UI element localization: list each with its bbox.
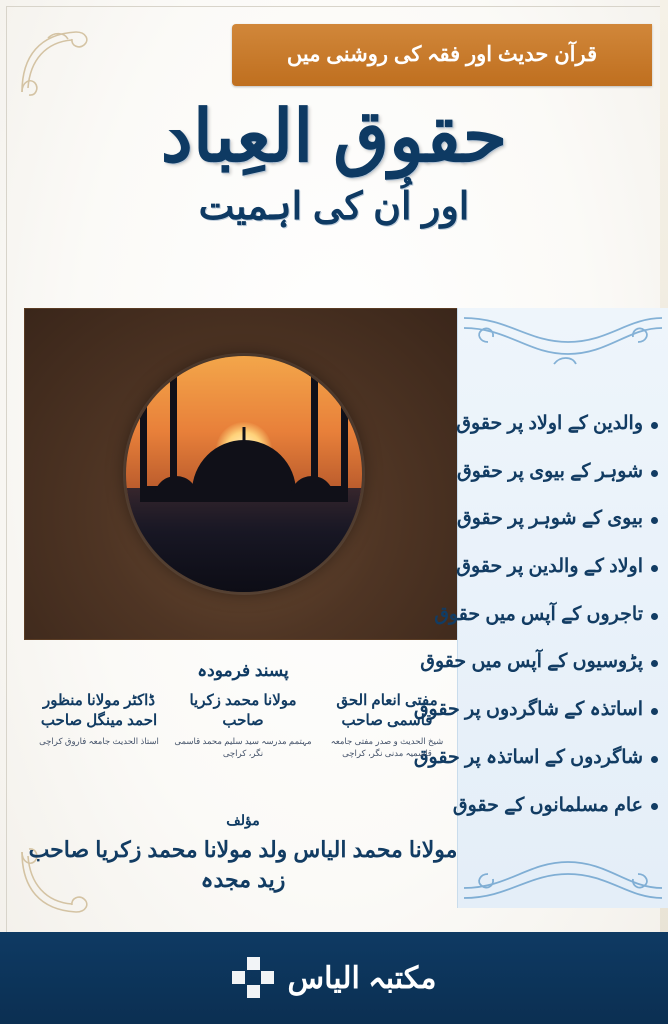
- list-item-label: عام مسلمانوں کے حقوق: [452, 794, 643, 816]
- bullet-dot-icon: [651, 470, 658, 477]
- title-block: [0, 92, 668, 229]
- publisher-name: مکتبہ الیاس: [287, 961, 437, 995]
- panel-ornament-bottom-icon: [458, 842, 668, 908]
- list-item-label: اولاد کے والدین پر حقوق: [456, 556, 643, 578]
- rights-list: [413, 412, 658, 841]
- bullet-dot-icon: [651, 660, 658, 667]
- bullet-dot-icon: [651, 613, 658, 620]
- book-title: حقوق العِباد: [160, 97, 508, 177]
- author-name: مولانا محمد الیاس ولد مولانا محمد زکریا صاحب زید مجدہ: [28, 837, 458, 892]
- list-item: [452, 794, 658, 819]
- water-reflection: [126, 488, 362, 592]
- list-item: [456, 555, 658, 580]
- endorsement-row: [24, 691, 462, 759]
- list-item-label: بیوی کے شوہر پر حقوق: [456, 508, 643, 530]
- scholar-name: ڈاکٹر مولانا منظور احمد مینگل صاحب: [40, 692, 158, 730]
- list-item-label: شاگردوں کے اساتذہ پر حقوق: [413, 746, 643, 768]
- minaret-4: [341, 398, 348, 502]
- endorsement-heading: پسند فرمودہ: [197, 661, 289, 680]
- bullet-dot-icon: [651, 756, 658, 763]
- scholar-detail: استاذ الحدیث جامعہ فاروق کراچی: [39, 735, 159, 746]
- list-item: [420, 650, 658, 675]
- top-banner-text: قرآن حدیث اور فقہ کی روشنی میں: [286, 43, 598, 67]
- minaret-2: [170, 374, 177, 502]
- endorsement-entry: [30, 691, 168, 747]
- list-item: [456, 412, 658, 437]
- list-item-label: شوہر کے بیوی پر حقوق: [456, 460, 643, 482]
- mosque-silhouette-icon: [126, 356, 362, 502]
- top-banner: [232, 24, 652, 86]
- author-label: مؤلف: [226, 812, 260, 828]
- publisher-inner: [232, 957, 437, 999]
- scholar-detail: مہتمم مدرسہ سید سلیم محمد قاسمی نگر، کراچی: [174, 735, 312, 758]
- mosque-dome: [192, 440, 296, 502]
- book-subtitle: اور اُن کی اہمیت: [198, 186, 470, 228]
- scholar-detail: شیخ الحدیث و صدر مفتی جامعہ قاسمیہ مدنی نگر، کراچی: [330, 735, 444, 758]
- endorsement-block: [24, 660, 462, 759]
- endorsement-entry: [174, 691, 312, 759]
- list-item: [413, 698, 658, 723]
- bullet-dot-icon: [651, 422, 658, 429]
- author-block: [24, 812, 462, 894]
- contents-panel: [413, 308, 668, 908]
- bullet-dot-icon: [651, 803, 658, 810]
- bullet-dot-icon: [651, 565, 658, 572]
- publisher-bar: [0, 932, 668, 1024]
- minaret-3: [311, 374, 318, 502]
- list-item-label: اساتذہ کے شاگردوں پر حقوق: [413, 699, 643, 721]
- list-item-label: پڑوسیوں کے آپس میں حقوق: [420, 651, 643, 673]
- list-item-label: تاجروں کے آپس میں حقوق: [434, 603, 643, 625]
- bullet-dot-icon: [651, 517, 658, 524]
- list-item: [434, 603, 658, 628]
- bullet-dot-icon: [651, 708, 658, 715]
- panel-ornament-top-icon: [458, 308, 668, 374]
- cover-illustration: [24, 308, 464, 640]
- minaret-1: [140, 398, 147, 502]
- scholar-name: مفتی انعام الحق قاسمی صاحب: [336, 692, 438, 730]
- flourish-top-left-icon: [18, 26, 108, 101]
- mosque-oval-vignette: [126, 356, 362, 592]
- list-item: [456, 460, 658, 485]
- list-item: [456, 507, 658, 532]
- list-item: [413, 746, 658, 771]
- publisher-logo-icon: [232, 957, 274, 999]
- scholar-name: مولانا محمد زکریا صاحب: [189, 692, 297, 730]
- list-item-label: والدین کے اولاد پر حقوق: [456, 413, 643, 434]
- endorsement-entry: [318, 691, 456, 759]
